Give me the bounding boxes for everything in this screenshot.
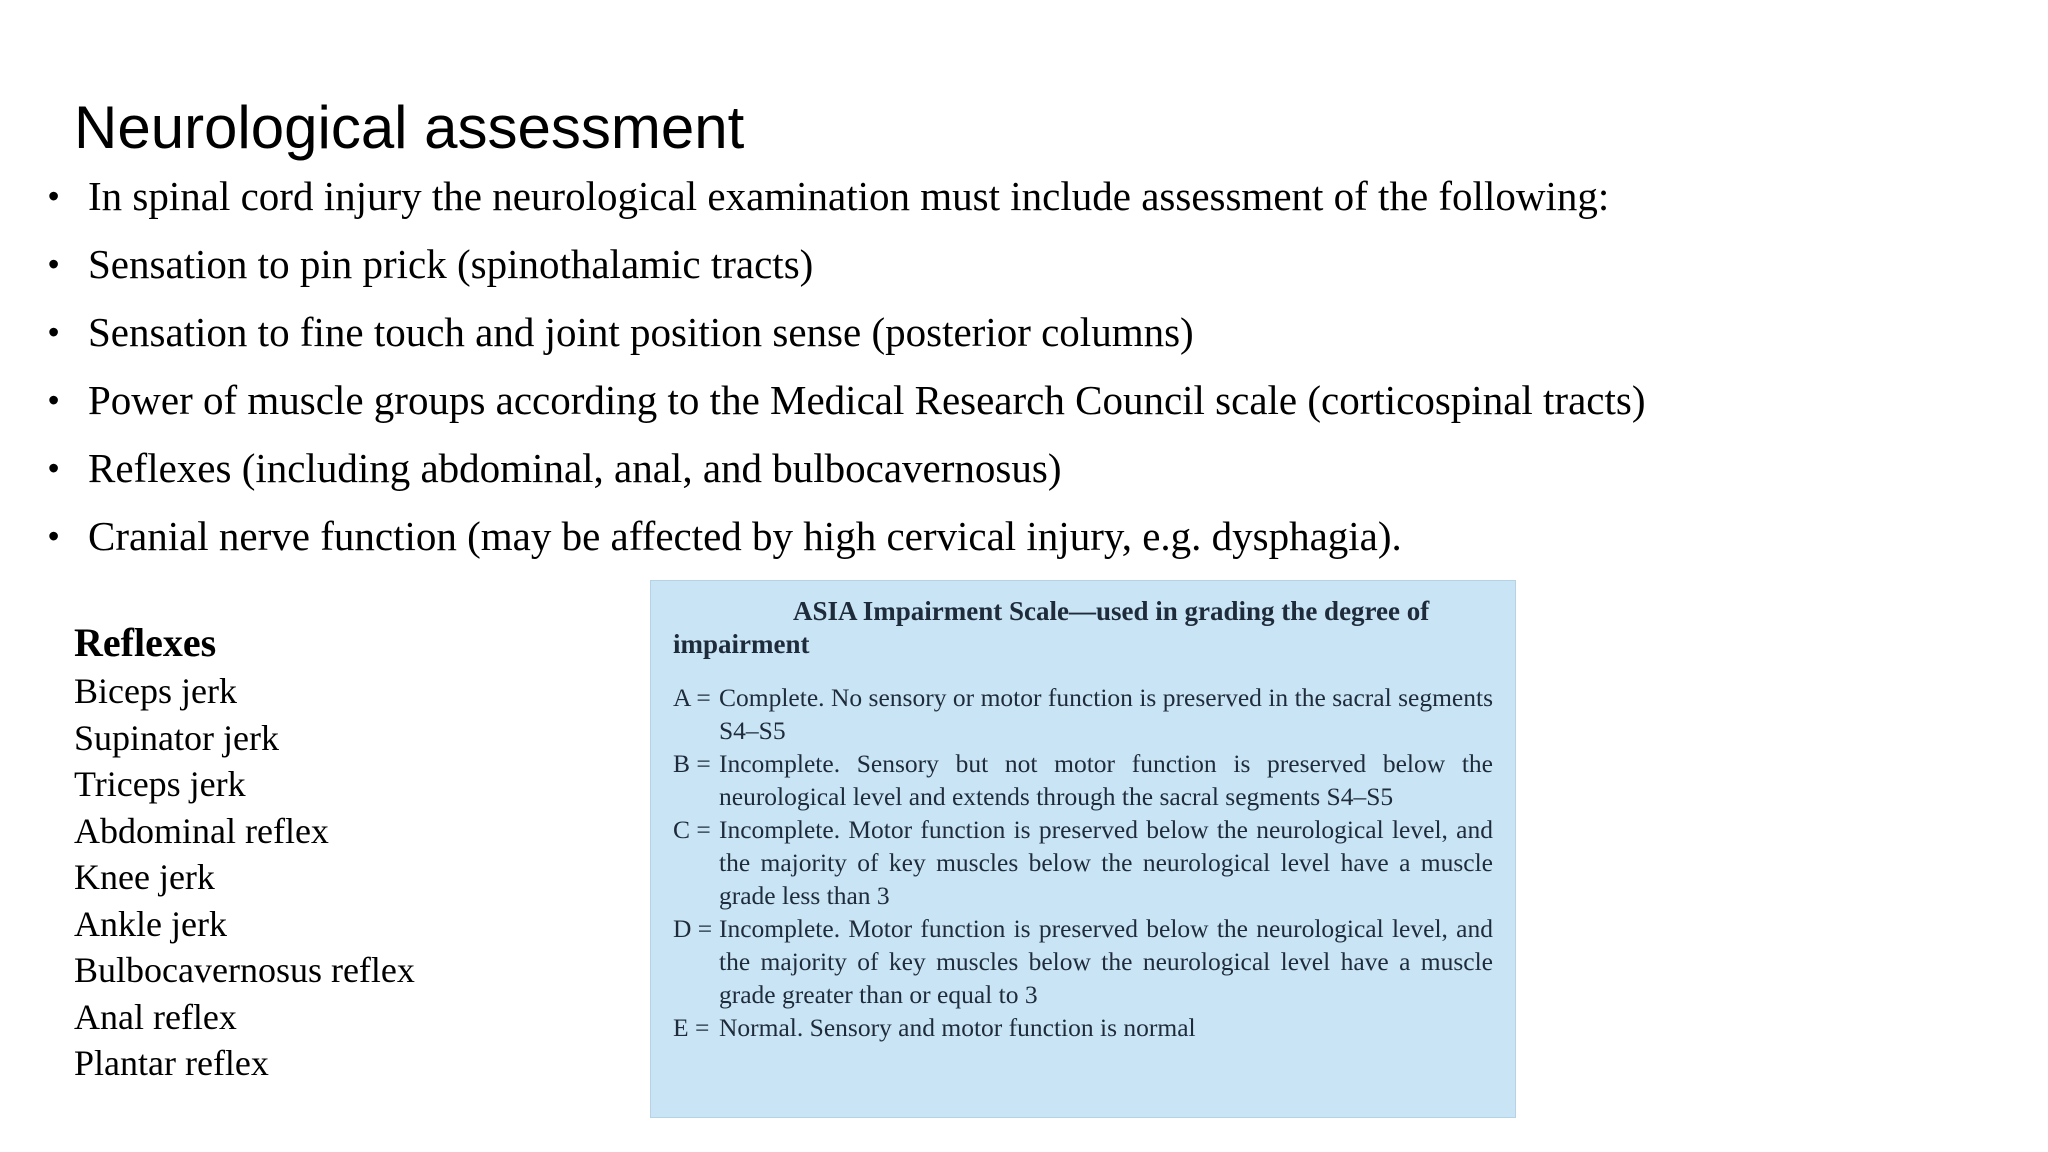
reflex-item: Knee jerk xyxy=(74,857,215,897)
reflex-item: Ankle jerk xyxy=(74,903,227,944)
reflex-list xyxy=(74,668,594,1087)
asia-grade-description: Incomplete. Motor function is preserved below the neurological level, and the majority of key muscles below the neurological level have a muscle grade less than 3 xyxy=(719,815,1493,910)
asia-grade-item xyxy=(673,681,1493,747)
bullet-dot-icon: • xyxy=(48,178,60,214)
reflex-item: Supinator jerk xyxy=(74,717,279,758)
bullet-text: Cranial nerve function (may be affected by high cervical injury, e.g. dysphagia). xyxy=(88,513,1402,559)
bullet-dot-icon: • xyxy=(48,518,60,554)
asia-grade-description: Complete. No sensory or motor function is preserved in the sacral segments S4–S5 xyxy=(719,683,1493,745)
bullet-dot-icon: • xyxy=(48,246,60,282)
reflex-item: Bulbocavernosus reflex xyxy=(74,950,415,990)
asia-title: ASIA Impairment Scale—used in grading the degree of impairment xyxy=(673,596,1430,659)
bullet-dot-icon: • xyxy=(48,450,60,486)
bullet-text: Power of muscle groups according to the Medical Research Council scale (corticospinal tracts) xyxy=(88,377,1646,423)
reflexes-heading: Reflexes xyxy=(74,620,217,665)
bullet-dot-icon: • xyxy=(48,314,60,350)
bullet-text: In spinal cord injury the neurological examination must include assessment of the following: xyxy=(88,173,1610,219)
bullet-dot-icon: • xyxy=(48,382,60,418)
asia-grade-item xyxy=(673,1011,1493,1044)
reflex-item: Triceps jerk xyxy=(74,764,246,804)
slide-title: Neurological assessment xyxy=(74,94,745,161)
asia-grade-letter: B = xyxy=(673,749,711,778)
asia-grade-description: Normal. Sensory and motor function is normal xyxy=(719,1013,1196,1042)
asia-grade-letter: E = xyxy=(673,1013,710,1042)
bullet-text: Sensation to fine touch and joint position sense (posterior columns) xyxy=(88,309,1194,355)
bullet-item xyxy=(44,162,2034,230)
assessment-bullet-list xyxy=(44,162,2034,570)
asia-grade-description: Incomplete. Motor function is preserved below the neurological level, and the majority of key muscles below the neurological level have a muscle grade greater than or equal to 3 xyxy=(719,914,1493,1009)
reflex-item: Anal reflex xyxy=(74,996,237,1037)
bullet-item xyxy=(44,298,2034,366)
reflex-item: Biceps jerk xyxy=(74,671,237,711)
bullet-item xyxy=(44,502,2034,570)
asia-impairment-scale-box xyxy=(650,580,1516,1118)
asia-grade-letter: A = xyxy=(673,683,711,712)
asia-grade-list xyxy=(673,681,1493,1044)
asia-grade-item xyxy=(673,813,1493,912)
reflex-item: Plantar reflex xyxy=(74,1043,269,1083)
bullet-item xyxy=(44,366,2034,434)
bullet-text: Sensation to pin prick (spinothalamic tracts) xyxy=(88,241,814,287)
asia-grade-letter: C = xyxy=(673,815,711,844)
bullet-text: Reflexes (including abdominal, anal, and bulbocavernosus) xyxy=(88,445,1062,491)
bullet-item xyxy=(44,434,2034,502)
asia-grade-description: Incomplete. Sensory but not motor function is preserved below the neurological level and extends through the sacral segments S4–S5 xyxy=(719,749,1493,811)
reflexes-section xyxy=(74,618,594,1087)
asia-grade-item xyxy=(673,747,1493,813)
bullet-item xyxy=(44,230,2034,298)
asia-grade-letter: D = xyxy=(673,914,713,943)
asia-grade-item xyxy=(673,912,1493,1011)
reflex-item: Abdominal reflex xyxy=(74,810,329,851)
